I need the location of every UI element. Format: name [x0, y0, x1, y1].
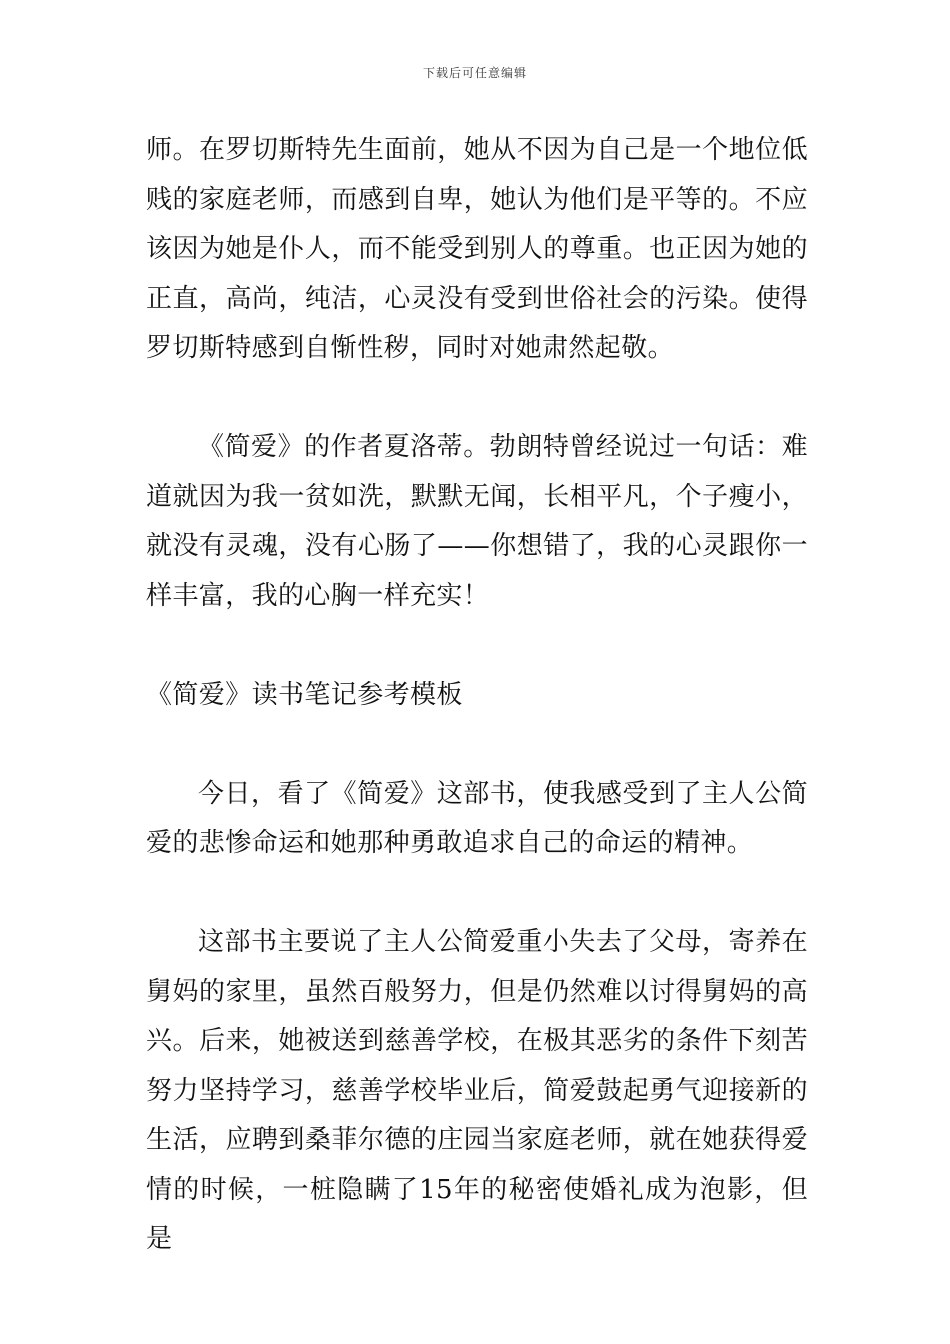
section-heading: 《简爱》读书笔记参考模板 [146, 679, 463, 710]
paragraph-gap [146, 374, 808, 424]
page-header: 下载后可任意编辑 [422, 66, 527, 80]
paragraph-gap [146, 720, 808, 770]
paragraph-continuation: 师。在罗切斯特先生面前，她从不因为自己是一个地位低贱的家庭老师，而感到自卑，她认为他们是平等的。不应该因为她是仆人，而不能受到别人的尊重。也正因为她的正直，高尚，纯洁，心灵没有受到世俗社会的污染。使得罗切斯特感到自惭性秽，同时对她肃然起敬。 [146, 135, 808, 363]
paragraph-quote: 《简爱》的作者夏洛蒂。勃朗特曾经说过一句话：难道就因为我一贫如洗，默默无闻，长相平凡，个子瘦小，就没有灵魂，没有心肠了——你想错了，我的心灵跟你一样丰富，我的心胸一样充实！ [146, 432, 808, 611]
paragraph-gap [146, 869, 808, 919]
paragraph-intro: 今日，看了《简爱》这部书，使我感受到了主人公简爱的悲惨命运和她那种勇敢追求自己的命运的精神。 [146, 778, 808, 858]
paragraph-summary: 这部书主要说了主人公简爱重小失去了父母，寄养在舅妈的家里，虽然百般努力，但是仍然难以讨得舅妈的高兴。后来，她被送到慈善学校，在极其恶劣的条件下刻苦努力坚持学习，慈善学校毕业后，简爱鼓起勇气迎接新的生活，应聘到桑菲尔德的庄园当家庭老师，就在她获得爱情的时候，一桩隐瞒了15年的秘密使婚礼成为泡影，但是 [146, 927, 808, 1254]
paragraph-gap [146, 621, 808, 671]
document-body [146, 126, 808, 1265]
